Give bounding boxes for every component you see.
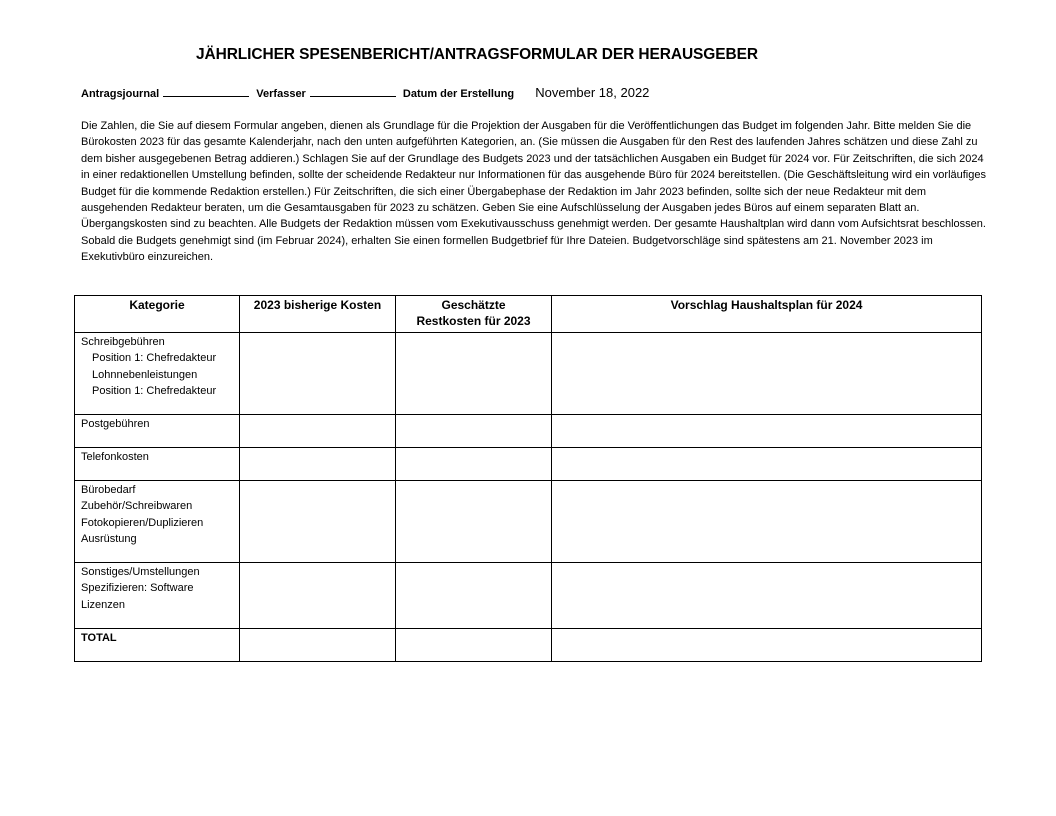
costs-2023-total-cell[interactable] [240,629,396,662]
table-row [75,448,982,481]
category-sublabel: Spezifizieren: Software [81,582,194,595]
remaining-costs-cell[interactable] [396,415,552,448]
date-label: Datum der Erstellung [402,88,515,100]
proposal-2024-cell[interactable] [552,448,982,481]
category-label: Sonstiges/Umstellungen [81,566,200,578]
header-remaining-line1: Geschätzte [441,298,506,312]
remaining-costs-cell[interactable] [396,563,552,629]
table-header-row [75,296,982,333]
category-cell [75,415,240,448]
costs-2023-cell[interactable] [240,481,396,563]
costs-2023-cell[interactable] [240,563,396,629]
category-sublabel: Position 1: Chefredakteur [92,352,217,365]
header-proposal-2024: Vorschlag Haushaltsplan für 2024 [552,296,982,333]
category-sublabel: Lohnnebenleistungen [92,368,198,381]
form-title: JÄHRLICHER SPESENBERICHT/ANTRAGSFORMULAR DER HERAUSGEBER [196,46,758,63]
category-cell [75,333,240,415]
proposal-2024-cell[interactable] [552,481,982,563]
category-sublabel: Position 1: Chefredakteur [92,385,217,398]
header-remaining-costs [396,296,552,333]
category-cell [75,481,240,563]
costs-2023-cell[interactable] [240,333,396,415]
category-sublabel: Ausrüstung [81,533,137,546]
proposal-2024-cell[interactable] [552,415,982,448]
category-label: Postgebühren [81,418,150,430]
author-label: Verfasser [256,88,306,100]
table-row [75,563,982,629]
proposal-2024-total-cell[interactable] [552,629,982,662]
category-cell [75,563,240,629]
journal-field[interactable] [163,87,249,97]
category-label: Telefonkosten [81,451,149,463]
category-sublabel: Lizenzen [81,598,126,611]
proposal-2024-cell[interactable] [552,333,982,415]
table-row [75,481,982,563]
header-costs-2023: 2023 bisherige Kosten [240,296,396,333]
instructions-paragraph: Die Zahlen, die Sie auf diesem Formular angeben, dienen als Grundlage für die Projektion der Ausgaben für die Veröffentlichungen das Budget im folgenden Jahr. Bitte melden Sie die Bürokosten 2023 für das gesamte Kalenderjahr, nach den unten aufgeführten Kategorien, an. (Sie müssen die Ausgaben für den Rest des laufenden Jahres schätzen und diese Zahl zu dem bisher ausgegebenen Betrag addieren.) Schlagen Sie auf der Grundlage des Budgets 2023 und der tatsächlichen Ausgaben ein Budget für 2024 vor. Für Zeitschriften, die sich 2024 in einer redaktionellen Umstellung befinden, sollte der scheidende Redakteur nur Informationen für das ausgehende Büro für 2024 bereitstellen. (Die Geschäftsleitung wird ein vorläufiges Budget für die kommende Redaktion erstellen.) Für Zeitschriften, die sich einer Übergabephase der Redaktion im Jahr 2023 befinden, sollte sich der neue Redakteur mit dem ausgehenden Redakteur beraten, um die Gesamtausgaben für 2023 zu schätzen. Geben Sie eine Aufschlüsselung der Ausgaben jedes Büros auf einem separaten Blatt an. Übergangskosten sind zu beachten. Alle Budgets der Redaktion müssen vom Exekutivausschuss genehmigt werden. Der gesamte Haushaltplan wird dann vom Aufsichtsrat beschlossen. Sobald die Budgets genehmigt sind (im Februar 2024), erhalten Sie einen formellen Budgetbrief für Ihre Dateien. Budgetvorschläge sind spätestens am 21. November 2023 im Exekutivbüro einzureichen. [81,120,986,264]
costs-2023-cell[interactable] [240,415,396,448]
table-row [75,333,982,415]
author-field[interactable] [310,87,396,97]
form-meta-line [81,85,649,100]
category-label: Schreibgebühren [81,336,165,348]
table-row-total [75,629,982,662]
costs-2023-cell[interactable] [240,448,396,481]
header-remaining-line2: Restkosten für 2023 [416,314,531,328]
journal-label: Antragsjournal [81,88,160,100]
category-cell [75,448,240,481]
category-cell [75,629,240,662]
table-row [75,415,982,448]
expense-table [74,295,982,662]
category-label: Bürobedarf [81,484,136,496]
proposal-2024-cell[interactable] [552,563,982,629]
remaining-costs-total-cell[interactable] [396,629,552,662]
remaining-costs-cell[interactable] [396,481,552,563]
header-category: Kategorie [75,296,240,333]
category-sublabel: Zubehör/Schreibwaren [81,500,193,513]
total-label: TOTAL [81,632,117,644]
remaining-costs-cell[interactable] [396,448,552,481]
date-value: November 18, 2022 [535,85,650,100]
category-sublabel: Fotokopieren/Duplizieren [81,516,204,529]
remaining-costs-cell[interactable] [396,333,552,415]
